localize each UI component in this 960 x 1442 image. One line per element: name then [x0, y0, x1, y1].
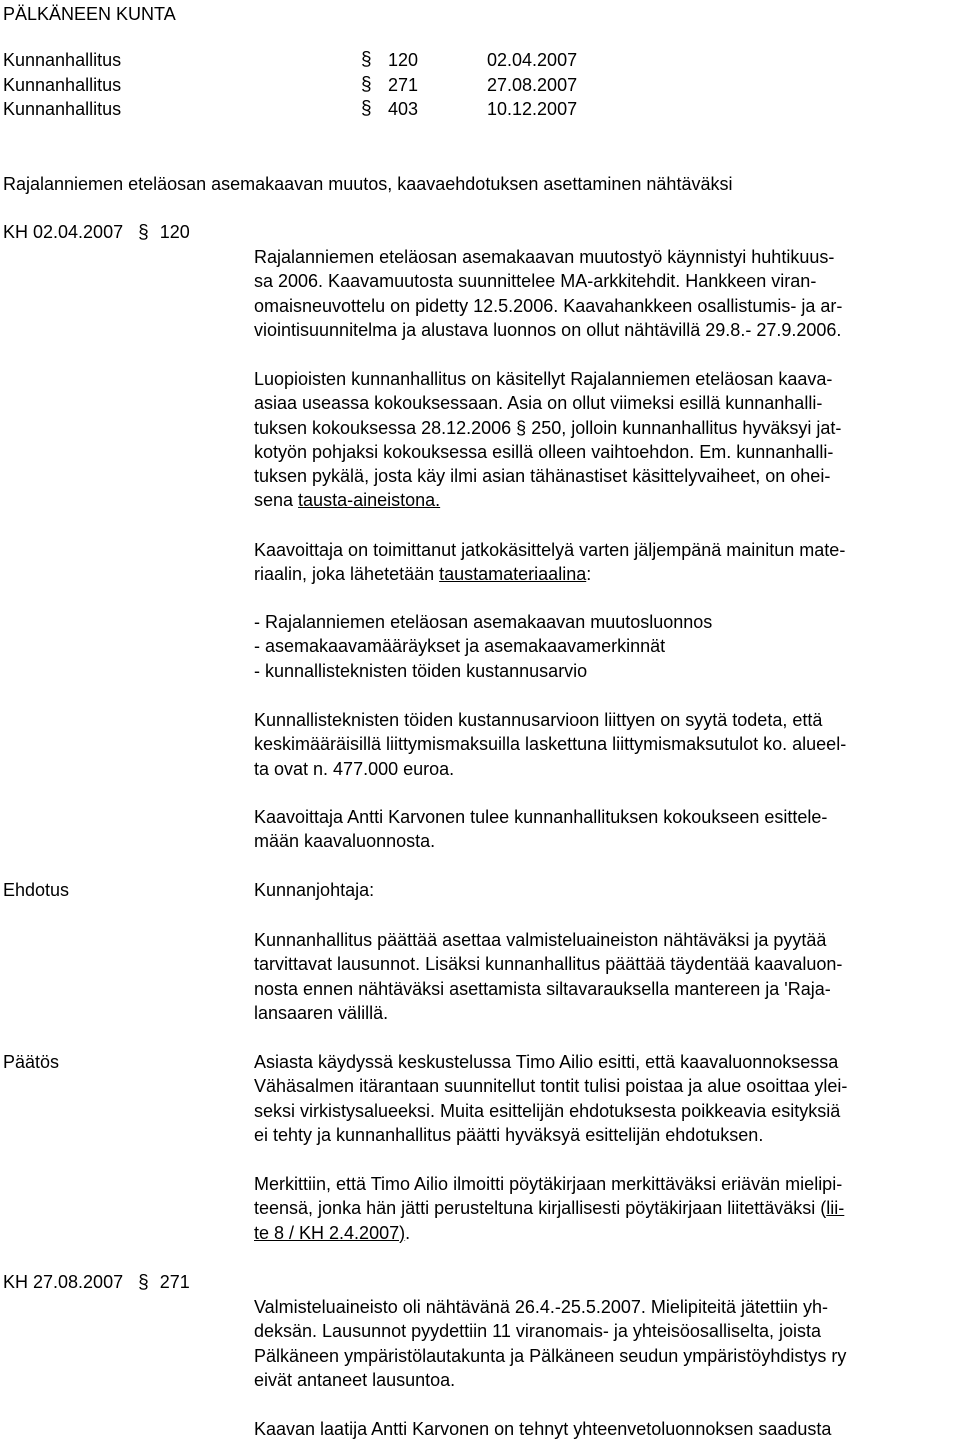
- list-item: - Rajalanniemen eteläosan asemakaavan muutosluonnos: [254, 612, 713, 632]
- kh-section: 271: [159, 1272, 190, 1292]
- text-line: Luopioisten kunnanhallitus on käsitellyt Rajalanniemen eteläosan kaava-: [254, 369, 833, 389]
- meeting-body: Kunnanhallitus: [3, 99, 122, 119]
- text-line: asiaa useassa kokouksessaan. Asia on ollut viimeksi esillä kunnanhalli-: [254, 393, 823, 414]
- text-line: keskimääräisillä liittymismaksuilla laskettuna liittymismaksutulot ko. alueel-: [254, 734, 847, 755]
- background-material-link[interactable]: tausta-aineistona.: [298, 490, 441, 511]
- meeting-body: Kunnanhallitus: [3, 50, 122, 70]
- text-line: Kaavan laatija Antti Karvonen on tehnyt yhteenvetoluonnoksen saadusta: [254, 1419, 832, 1439]
- text-line: omaisneuvottelu on pidetty 12.5.2006. Kaavahankkeen osallistumis- ja ar-: [254, 295, 843, 316]
- text-line: Valmisteluaineisto oli nähtävänä 26.4.-25.5.2007. Mielipiteitä jätettiin yh-: [254, 1297, 829, 1317]
- proposal-presenter: Kunnanjohtaja:: [254, 880, 375, 900]
- meeting-body: Kunnanhallitus: [3, 75, 122, 95]
- text-line: seksi virkistysalueeksi. Muita esittelijän ehdotuksesta poikkeavia esityksiä: [254, 1100, 841, 1121]
- section-sign-icon: §: [361, 49, 372, 70]
- paragraph-proposal: [254, 928, 954, 1025]
- text-line: Pälkäneen ympäristölautakunta ja Pälkäneen seudun ympäristöyhdistys ry: [254, 1345, 847, 1366]
- attachment-list: [254, 610, 954, 683]
- attachment-link[interactable]: te 8 / KH 2.4.2007): [254, 1222, 406, 1243]
- section-sign-icon: §: [138, 1272, 149, 1293]
- paragraph-summary: [254, 1417, 954, 1441]
- text-line: Vähäsalmen itärantaan suunnitellut tontit tulisi poistaa ja alue osoittaa ylei-: [254, 1076, 848, 1097]
- paragraph-decision: [254, 1050, 954, 1147]
- meeting-section: 120: [388, 50, 419, 70]
- list-item: - kunnallisteknisten töiden kustannusarvio: [254, 660, 588, 681]
- paragraph-previous-handling: [254, 367, 954, 513]
- kh-section: 120: [159, 222, 190, 242]
- text-line: Kaavoittaja Antti Karvonen tulee kunnanhallituksen kokoukseen esittele-: [254, 807, 828, 827]
- kh-reference: [3, 1270, 190, 1295]
- kh-reference: [3, 220, 190, 245]
- municipality-name: PÄLKÄNEEN KUNTA: [3, 4, 176, 24]
- meeting-date: 27.08.2007: [487, 75, 578, 95]
- text-line: lansaaren välillä.: [254, 1002, 389, 1023]
- section-sign-icon: §: [138, 222, 149, 243]
- document-title: Rajalanniemen eteläosan asemakaavan muutos, kaavaehdotuksen asettaminen nähtäväksi: [3, 174, 733, 194]
- meeting-date: 10.12.2007: [487, 99, 578, 119]
- paragraph-costs: [254, 708, 954, 781]
- section-sign-icon: §: [361, 98, 372, 119]
- text-line: Kunnanhallitus päättää asettaa valmisteluaineiston nähtäväksi ja pyytää: [254, 930, 827, 950]
- text-line: tuksen kokouksessa 28.12.2006 § 250, jolloin kunnanhallitus hyväksyi jat-: [254, 417, 842, 438]
- text-line: kotyön pohjaksi kokouksessa esillä olleen vaihtoehdon. Em. kunnanhalli-: [254, 441, 834, 462]
- text-line: tuksen pykälä, josta käy ilmi asian tähänastiset käsittelyvaiheet, on ohei-: [254, 466, 831, 487]
- text-line: Merkittiin, että Timo Ailio ilmoitti pöytäkirjaan merkittäväksi eriävän mielipi-: [254, 1174, 843, 1194]
- text-line: sa 2006. Kaavamuutosta suunnittelee MA-arkkitehdit. Hankkeen viran-: [254, 271, 817, 292]
- proposal-label: Ehdotus: [3, 880, 70, 900]
- background-materials-link[interactable]: taustamateriaalina: [439, 564, 587, 585]
- text-line: Asiasta käydyssä keskustelussa Timo Ailio esitti, että kaavaluonnoksessa: [254, 1052, 839, 1072]
- text-line: deksän. Lausunnot pyydettiin 11 viranomais- ja yhteisöosalliselta, joista: [254, 1321, 821, 1342]
- text-line: nosta ennen nähtäväksi asettamista siltavarauksella mantereen ja 'Raja-: [254, 978, 831, 999]
- meeting-section: 271: [388, 75, 419, 95]
- kh-date: KH 02.04.2007: [3, 222, 124, 242]
- text-line: Rajalanniemen eteläosan asemakaavan muutostyö käynnistyi huhtikuus-: [254, 247, 835, 267]
- paragraph-viewing: [254, 1295, 954, 1392]
- text-fragment: sena: [254, 490, 299, 511]
- text-line: mään kaavaluonnosta.: [254, 831, 436, 852]
- kh-date: KH 27.08.2007: [3, 1272, 124, 1292]
- meeting-date: 02.04.2007: [487, 50, 578, 70]
- text-line: viointisuunnitelma ja alustava luonnos on ollut nähtävillä 29.8.- 27.9.2006.: [254, 319, 842, 340]
- attachment-link[interactable]: lii-: [826, 1198, 845, 1219]
- text-fragment: :: [586, 564, 592, 585]
- text-fragment: riaalin, joka lähetetään: [254, 564, 440, 585]
- text-line: [254, 488, 954, 512]
- text-line: Kunnallisteknisten töiden kustannusarvioon liittyen on syytä todeta, että: [254, 710, 823, 730]
- paragraph-presenter: [254, 805, 954, 854]
- text-line: tarvittavat lausunnot. Lisäksi kunnanhallitus päättää täydentää kaavaluon-: [254, 954, 843, 975]
- text-fragment: teensä, jonka hän jätti perusteltuna kirjallisesti pöytäkirjaan liitettäväksi (: [254, 1198, 827, 1219]
- text-line: eivät antaneet lausuntoa.: [254, 1369, 456, 1390]
- section-sign-icon: §: [361, 74, 372, 95]
- paragraph-materials: [254, 538, 954, 587]
- text-line: [254, 562, 954, 586]
- text-line: [254, 1196, 954, 1220]
- paragraph-background: [254, 245, 954, 342]
- text-line: [254, 1221, 954, 1245]
- list-item: - asemakaavamääräykset ja asemakaavamerkinnät: [254, 636, 666, 657]
- paragraph-dissent: [254, 1172, 954, 1245]
- text-line: Kaavoittaja on toimittanut jatkokäsittelyä varten jäljempänä mainitun mate-: [254, 540, 846, 560]
- meeting-section: 403: [388, 99, 419, 119]
- text-fragment: .: [405, 1222, 411, 1243]
- text-line: ei tehty ja kunnanhallitus päätti hyväksyä esittelijän ehdotuksen.: [254, 1124, 764, 1145]
- decision-label: Päätös: [3, 1052, 60, 1072]
- text-line: ta ovat n. 477.000 euroa.: [254, 758, 455, 779]
